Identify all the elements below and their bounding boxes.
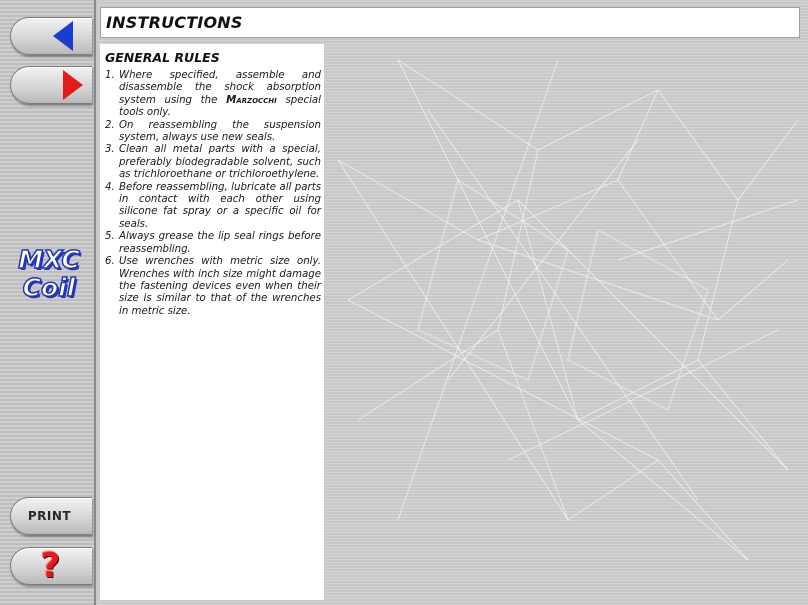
list-item bbox=[105, 70, 321, 120]
rule-text: On reassembling the suspension system, always use new seals. bbox=[119, 119, 321, 144]
rule-text: Always grease the lip seal rings before reassembling. bbox=[119, 231, 321, 255]
mxc-coil-logo bbox=[6, 246, 92, 302]
next-button[interactable] bbox=[10, 66, 92, 104]
rule-text: Use wrenches with metric size only. Wrenches with inch size might damage the fastening devices even when their size is similar to that of the wrenches in metric size. bbox=[119, 256, 321, 317]
triangle-left-icon bbox=[53, 21, 73, 51]
logo-line2: Coil bbox=[22, 273, 76, 302]
logo-line1: MXC bbox=[18, 245, 80, 274]
section-title: GENERAL RULES bbox=[105, 50, 220, 65]
list-item bbox=[105, 256, 321, 318]
rule-text-suffix: special tools only. bbox=[119, 94, 321, 119]
question-mark-icon: ? bbox=[40, 546, 61, 586]
brand-name: Marzocchi bbox=[226, 94, 277, 106]
help-button[interactable] bbox=[10, 547, 92, 585]
rules-list bbox=[105, 70, 321, 318]
left-sidebar bbox=[0, 0, 96, 605]
rule-number: 5. bbox=[105, 231, 115, 243]
list-item bbox=[105, 182, 321, 232]
rule-number: 2. bbox=[105, 119, 115, 131]
print-button[interactable] bbox=[10, 497, 92, 535]
list-item bbox=[105, 231, 321, 256]
main-area bbox=[98, 0, 808, 605]
title-bar bbox=[100, 7, 800, 38]
rule-text: Clean all metal parts with a special, preferably biodegradable solvent, such as trichloroethane or trichloroethylene. bbox=[119, 144, 321, 181]
rule-text-part: Where specified, assemble and disassemble the shock absorption system using the bbox=[119, 70, 321, 106]
print-label: PRINT bbox=[27, 509, 72, 523]
list-item bbox=[105, 144, 321, 181]
rule-number: 4. bbox=[105, 181, 115, 193]
rule-text: Before reassembling, lubricate all parts in contact with each other using silicone fat spray or a specific oil for seals. bbox=[119, 181, 321, 230]
rule-number: 1. bbox=[105, 70, 115, 81]
triangle-right-icon bbox=[63, 70, 83, 100]
page-title: INSTRUCTIONS bbox=[106, 13, 243, 32]
rule-number: 6. bbox=[105, 256, 115, 268]
rule-text bbox=[119, 70, 321, 120]
back-button[interactable] bbox=[10, 17, 92, 55]
rule-number: 3. bbox=[105, 144, 115, 156]
content-panel bbox=[100, 44, 324, 600]
list-item bbox=[105, 120, 321, 145]
